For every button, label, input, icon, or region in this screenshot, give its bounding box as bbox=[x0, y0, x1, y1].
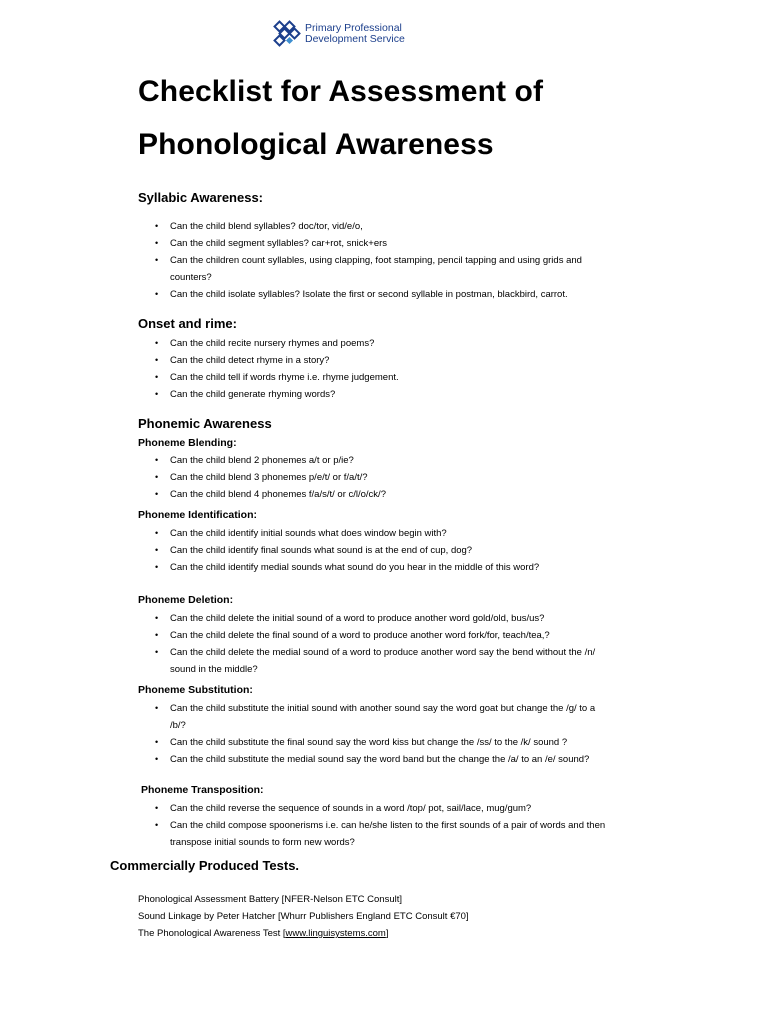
phoneme-deletion-heading: Phoneme Deletion: bbox=[138, 594, 234, 606]
page-title-line-2: Phonological Awareness bbox=[138, 128, 494, 161]
list-item-continuation: counters? bbox=[170, 272, 212, 283]
list-item: • Can the child compose spoonerisms i.e. can he/she listen to the first sounds of a pair of words and then bbox=[138, 817, 678, 834]
syllabic-list bbox=[138, 218, 658, 303]
bullet-icon: • bbox=[155, 562, 159, 572]
phonemic-awareness-heading: Phonemic Awareness bbox=[138, 416, 272, 431]
list-item: • Can the child identify medial sounds what sound do you hear in the middle of this word? bbox=[138, 559, 658, 576]
bullet-icon: • bbox=[155, 372, 159, 382]
bullet-icon: • bbox=[155, 238, 159, 248]
list-item-continuation: transpose initial sounds to form new words? bbox=[170, 837, 355, 848]
bullet-icon: • bbox=[155, 528, 159, 538]
list-item: • Can the child substitute the final sound say the word kiss but change the /ss/ to the /k/ sound ? bbox=[138, 734, 658, 751]
phoneme-blending-list bbox=[138, 452, 658, 503]
onset-rime-heading: Onset and rime: bbox=[138, 316, 237, 331]
bullet-icon: • bbox=[155, 489, 159, 499]
list-item: • Can the child blend 4 phonemes f/a/s/t/ or c/l/o/ck/? bbox=[138, 486, 658, 503]
page-title-line-1: Checklist for Assessment of bbox=[138, 75, 544, 108]
list-item: • Can the child detect rhyme in a story? bbox=[138, 352, 658, 369]
bullet-icon: • bbox=[155, 355, 159, 365]
bullet-icon: • bbox=[155, 545, 159, 555]
phoneme-transposition-heading: Phoneme Transposition: bbox=[141, 784, 264, 796]
bullet-icon: • bbox=[155, 221, 159, 231]
list-item: • Can the child delete the medial sound of a word to produce another word say the bend without the /n/ bbox=[138, 644, 658, 661]
phoneme-blending-heading: Phoneme Blending: bbox=[138, 437, 237, 449]
commercial-tests-heading: Commercially Produced Tests. bbox=[110, 858, 300, 873]
reference-pab: Phonological Assessment Battery [NFER-Nelson ETC Consult] bbox=[138, 894, 402, 905]
logo-line-2: Development Service bbox=[305, 33, 405, 45]
bullet-icon: • bbox=[155, 455, 159, 465]
phoneme-transposition-list bbox=[138, 800, 678, 851]
bullet-icon: • bbox=[155, 472, 159, 482]
bullet-icon: • bbox=[155, 613, 159, 623]
onset-rime-list bbox=[138, 335, 658, 403]
bullet-icon: • bbox=[155, 389, 159, 399]
list-item: • Can the child isolate syllables? Isolate the first or second syllable in postman, blackbird, carrot. bbox=[138, 286, 658, 303]
phoneme-identification-heading: Phoneme Identification: bbox=[138, 509, 258, 521]
bullet-icon: • bbox=[155, 289, 159, 299]
phoneme-substitution-list bbox=[138, 700, 658, 768]
bullet-icon: • bbox=[155, 703, 159, 713]
list-item: • Can the child reverse the sequence of sounds in a word /top/ pot, sail/lace, mug/gum? bbox=[138, 800, 678, 817]
linguisystems-link[interactable]: www.linguisystems.com bbox=[285, 928, 386, 939]
list-item: • Can the child identify final sounds what sound is at the end of cup, dog? bbox=[138, 542, 658, 559]
list-item: • Can the child delete the final sound of a word to produce another word fork/for, teach/tea,? bbox=[138, 627, 658, 644]
list-item: • Can the child blend 2 phonemes a/t or p/ie? bbox=[138, 452, 658, 469]
list-item: • Can the child delete the initial sound of a word to produce another word gold/old, bus/us? bbox=[138, 610, 658, 627]
phoneme-identification-list bbox=[138, 525, 658, 576]
list-item-continuation: /b/? bbox=[170, 720, 186, 731]
bullet-icon: • bbox=[155, 338, 159, 348]
list-item: • Can the child identify initial sounds what does window begin with? bbox=[138, 525, 658, 542]
bullet-icon: • bbox=[155, 754, 159, 764]
list-item: • Can the child recite nursery rhymes and poems? bbox=[138, 335, 658, 352]
list-item: • Can the child substitute the initial sound with another sound say the word goat but change the /g/ to a bbox=[138, 700, 658, 717]
list-item-continuation: sound in the middle? bbox=[170, 664, 258, 675]
list-item: • Can the child generate rhyming words? bbox=[138, 386, 658, 403]
bullet-icon: • bbox=[155, 820, 159, 830]
bullet-icon: • bbox=[155, 255, 159, 265]
ppds-logo-icon bbox=[272, 20, 302, 48]
list-item: • Can the child substitute the medial sound say the word band but the change the /a/ to an /e/ sound? bbox=[138, 751, 658, 768]
list-item: • Can the child blend syllables? doc/tor, vid/e/o, bbox=[138, 218, 658, 235]
bullet-icon: • bbox=[155, 630, 159, 640]
phoneme-deletion-list bbox=[138, 610, 658, 678]
syllabic-awareness-heading: Syllabic Awareness: bbox=[138, 190, 264, 205]
phoneme-substitution-heading: Phoneme Substitution: bbox=[138, 684, 253, 696]
ppds-logo bbox=[272, 20, 405, 48]
bullet-icon: • bbox=[155, 737, 159, 747]
bullet-icon: • bbox=[155, 803, 159, 813]
logo-line-1: Primary Professional bbox=[305, 22, 402, 34]
list-item: • Can the child segment syllables? car+rot, snick+ers bbox=[138, 235, 658, 252]
list-item: • Can the child blend 3 phonemes p/e/t/ or f/a/t/? bbox=[138, 469, 658, 486]
bullet-icon: • bbox=[155, 647, 159, 657]
reference-phonological-awareness-test: The Phonological Awareness Test [www.linguisystems.com] bbox=[138, 928, 389, 939]
list-item: • Can the children count syllables, using clapping, foot stamping, pencil tapping and using grids and bbox=[138, 252, 658, 269]
reference-sound-linkage: Sound Linkage by Peter Hatcher [Whurr Publishers England ETC Consult €70] bbox=[138, 911, 469, 922]
list-item: • Can the child tell if words rhyme i.e. rhyme judgement. bbox=[138, 369, 658, 386]
